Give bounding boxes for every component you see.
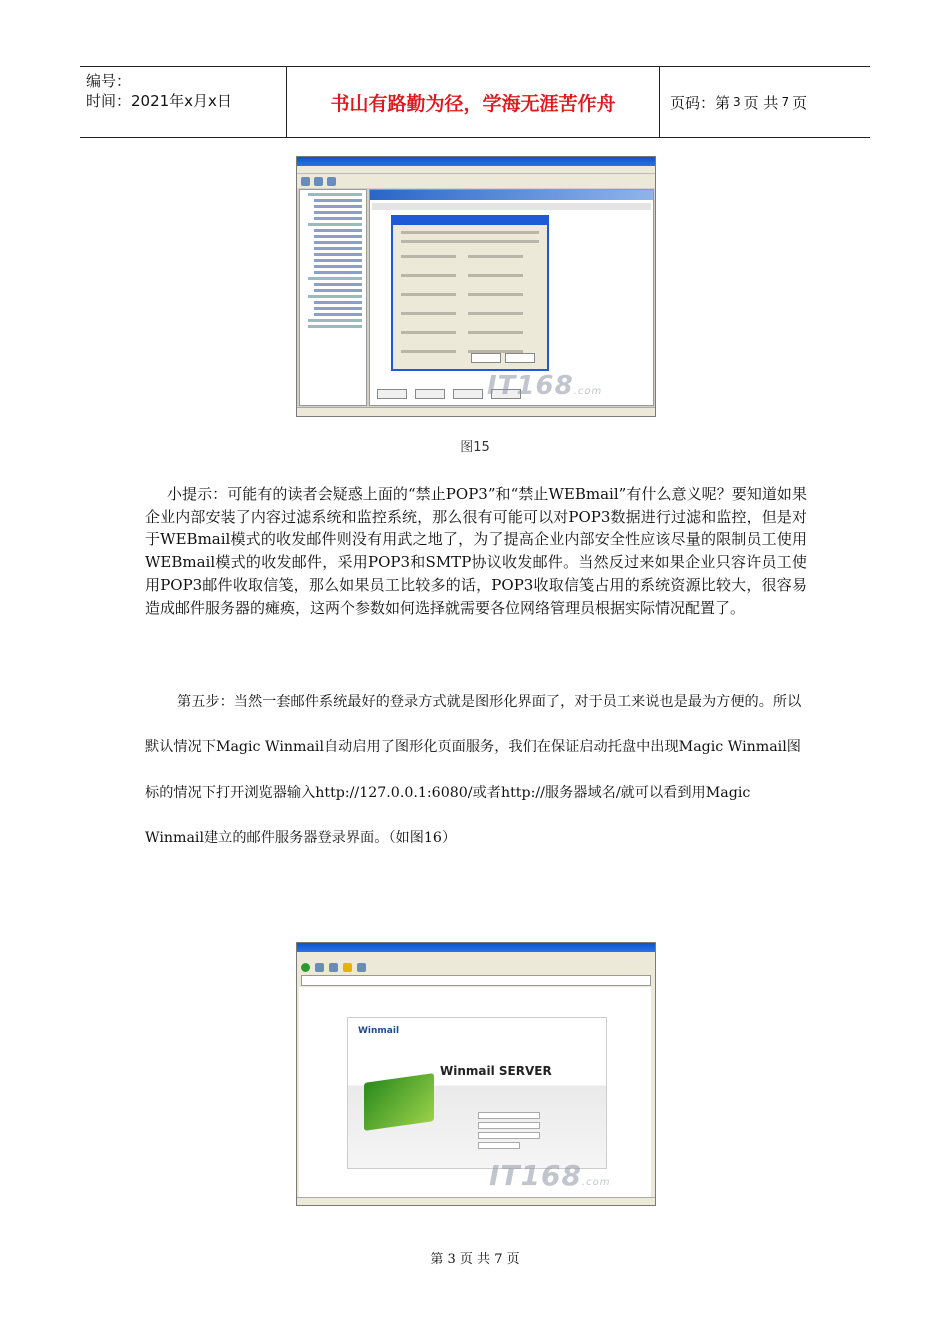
page-current: 3 <box>733 95 741 109</box>
panel-header <box>370 190 653 200</box>
window-titlebar <box>297 157 655 166</box>
header-meta <box>80 67 287 137</box>
figure-caption: 图15 <box>460 440 490 455</box>
browser-menubar <box>297 952 655 961</box>
window-toolbar <box>297 174 655 188</box>
watermark-logo: IT168.com <box>487 371 603 401</box>
address-bar <box>301 975 651 986</box>
page-total: 7 <box>781 95 790 109</box>
style-select <box>478 1142 520 1149</box>
winmail-logo-large: Winmail SERVER <box>440 1064 552 1078</box>
header-motto: 书山有路勤为径，学海无涯苦作舟 <box>287 67 660 137</box>
language-select <box>478 1132 540 1139</box>
dialog-cancel-button <box>505 353 535 363</box>
figure-16-screenshot <box>296 942 656 1206</box>
toolbar-icon <box>329 963 338 972</box>
paragraph-step5: 第五步：当然一套邮件系统最好的登录方式就是图形化界面了，对于员工来说也是最为方便的。所以默认情况下Magic Winmail自动启用了图形化页面服务，我们在保证启动托盘中出现Magic Winmail图标的情况下打开浏览器输入http://127.0.0.1:6080/或者http://服务器域名/就可以看到用Magic Winmail建立的邮件服务器登录界面。（如图16） <box>145 694 802 847</box>
dialog-titlebar <box>393 217 547 225</box>
watermark-logo: IT168.com <box>489 1159 611 1192</box>
browser-statusbar <box>297 1197 655 1205</box>
toolbar-icon <box>315 963 324 972</box>
panel-columns <box>372 203 651 210</box>
settings-dialog <box>391 215 549 371</box>
winmail-logo-small: Winmail <box>358 1026 400 1036</box>
toolbar-icon <box>357 963 366 972</box>
window-menubar <box>297 166 655 174</box>
document-number-label: 编号： <box>86 72 132 90</box>
login-card <box>347 1017 607 1169</box>
login-page <box>299 987 651 1197</box>
back-icon <box>301 963 310 972</box>
page-prefix: 页码：第 <box>670 93 731 112</box>
password-field <box>478 1122 540 1129</box>
toolbar-icon <box>327 177 336 186</box>
favorites-icon <box>343 963 352 972</box>
envelope-logo <box>364 1073 434 1131</box>
username-field <box>478 1112 540 1119</box>
paragraph-tip: 小提示：可能有的读者会疑惑上面的“禁止POP3”和“禁止WEBmail”有什么意义呢？要知道如果企业内部安装了内容过滤系统和监控系统，那么很有可能可以对POP3数据进行过滤和监控，但是对于WEBmail模式的收发邮件则没有用武之地了，为了提高企业内部安全性应该尽量的限制员工使用WEBmail模式的收发邮件，采用POP3和SMTP协议收发邮件。当然反过来如果企业只容许员工使用POP3邮件收取信笺，那么如果员工比较多的话，POP3收取信笺占用的系统资源比较大，很容易造成邮件服务器的瘫痪，这两个参数如何选择就需要各位网络管理员根据实际情况配置了。 <box>145 485 807 617</box>
toolbar-icon <box>301 177 310 186</box>
header-page-info <box>660 67 870 137</box>
page-header <box>80 66 870 138</box>
document-time: 时间：2021年x月x日 <box>86 92 232 110</box>
figure-15-screenshot <box>296 156 656 417</box>
toolbar-icon <box>314 177 323 186</box>
page-footer: 第 3 页 共 7 页 <box>430 1252 520 1267</box>
page-mid: 页 共 <box>743 93 779 112</box>
page-suffix: 页 <box>792 93 808 112</box>
navigation-tree <box>299 189 367 406</box>
window-statusbar <box>297 407 655 416</box>
dialog-ok-button <box>471 353 501 363</box>
browser-titlebar <box>297 943 655 952</box>
browser-toolbar <box>297 961 655 973</box>
